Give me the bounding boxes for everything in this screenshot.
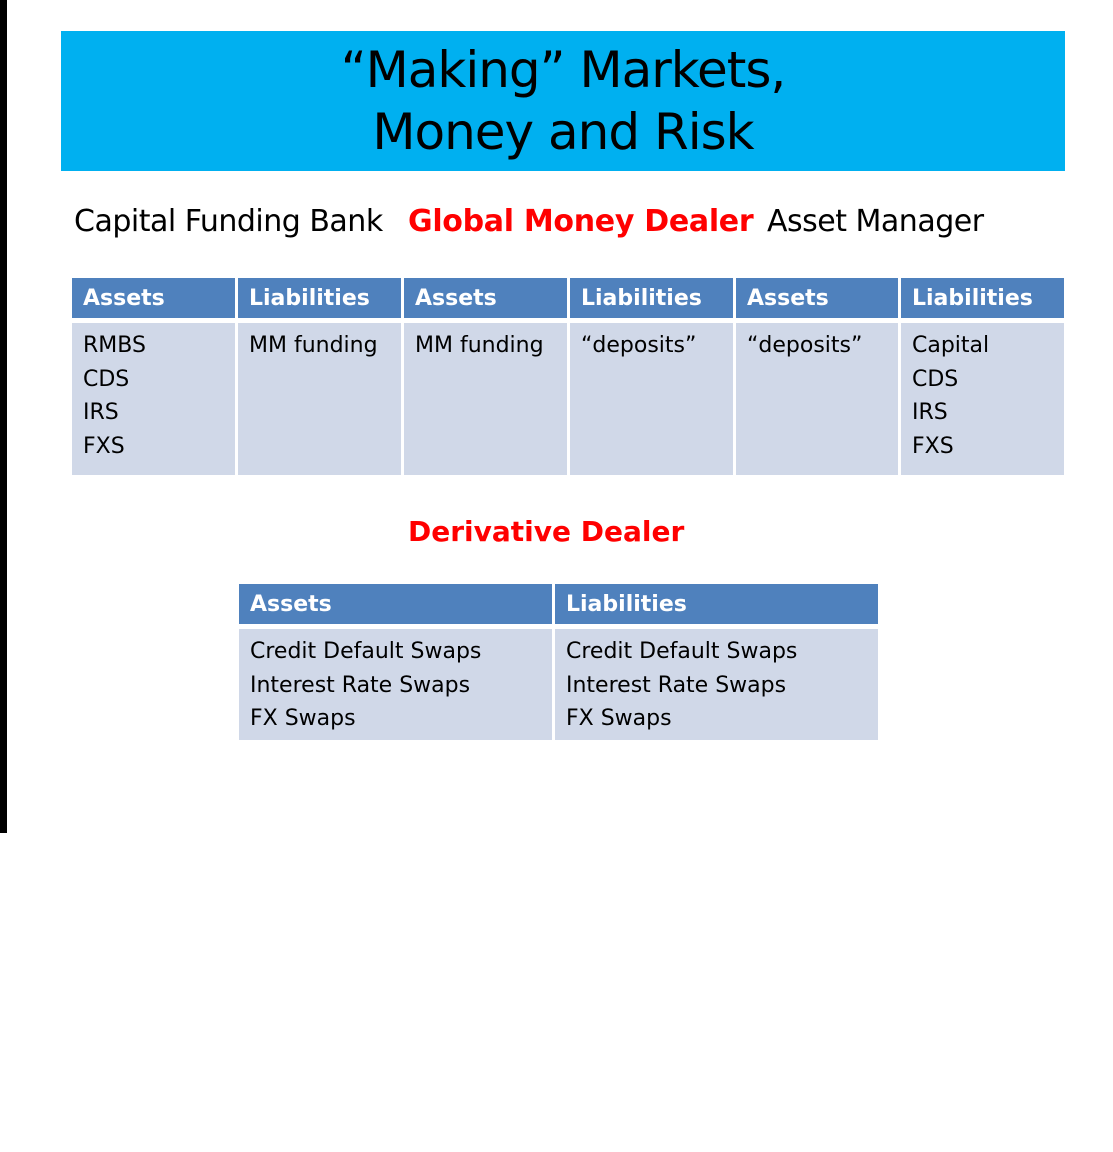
table-cell-manager-assets xyxy=(736,323,901,475)
role-asset-manager: Asset Manager xyxy=(767,204,984,239)
derivative-dealer-table xyxy=(239,584,878,740)
header-cell-dealer-assets: Assets xyxy=(404,278,570,323)
cell-item: CDS xyxy=(83,366,130,392)
header-cell-manager-liabilities: Liabilities xyxy=(901,278,1064,323)
table-cell-derivative-assets xyxy=(239,629,555,740)
cell-item: “deposits” xyxy=(747,333,863,358)
role-capital-funding-bank: Capital Funding Bank xyxy=(74,204,383,239)
derivative-dealer-heading: Derivative Dealer xyxy=(408,515,685,548)
left-edge-bar xyxy=(0,0,7,833)
cell-item: Credit Default Swaps xyxy=(566,639,798,664)
cell-item: CDS xyxy=(912,366,959,392)
header-cell-dealer-liabilities: Liabilities xyxy=(570,278,736,323)
cell-item: Capital xyxy=(912,333,990,358)
header-cell-bank-liabilities: Liabilities xyxy=(238,278,404,323)
title-line-2: Money and Risk xyxy=(372,103,754,161)
cell-item: Interest Rate Swaps xyxy=(250,672,471,698)
cell-item: FXS xyxy=(83,433,125,459)
table-row xyxy=(239,629,878,740)
header-cell-bank-assets: Assets xyxy=(72,278,238,323)
cell-item: FXS xyxy=(912,433,954,459)
table-cell-bank-liabilities xyxy=(238,323,404,475)
table-header-row xyxy=(72,278,1064,323)
header-cell-derivative-assets: Assets xyxy=(239,584,555,629)
table-cell-bank-assets xyxy=(72,323,238,475)
title-banner xyxy=(61,31,1065,171)
cell-item: “deposits” xyxy=(581,333,697,358)
table-cell-dealer-assets xyxy=(404,323,570,475)
table-header-row xyxy=(239,584,878,629)
cell-item: FX Swaps xyxy=(250,706,356,731)
header-cell-manager-assets: Assets xyxy=(736,278,901,323)
table-cell-derivative-liabilities xyxy=(555,629,878,740)
cell-item: IRS xyxy=(912,400,948,425)
role-global-money-dealer: Global Money Dealer xyxy=(408,204,754,239)
cell-item: MM funding xyxy=(249,333,378,358)
header-cell-derivative-liabilities: Liabilities xyxy=(555,584,878,629)
cell-item: Interest Rate Swaps xyxy=(566,672,787,698)
cell-item: Credit Default Swaps xyxy=(250,639,482,664)
table-row xyxy=(72,323,1064,475)
cell-item: IRS xyxy=(83,400,119,425)
cell-item: MM funding xyxy=(415,333,544,358)
table-cell-manager-liabilities xyxy=(901,323,1064,475)
cell-item: RMBS xyxy=(83,333,146,358)
table-cell-dealer-liabilities xyxy=(570,323,736,475)
balance-sheet-table xyxy=(72,278,1064,475)
title-line-1: “Making” Markets, xyxy=(340,41,786,99)
cell-item: FX Swaps xyxy=(566,706,672,731)
